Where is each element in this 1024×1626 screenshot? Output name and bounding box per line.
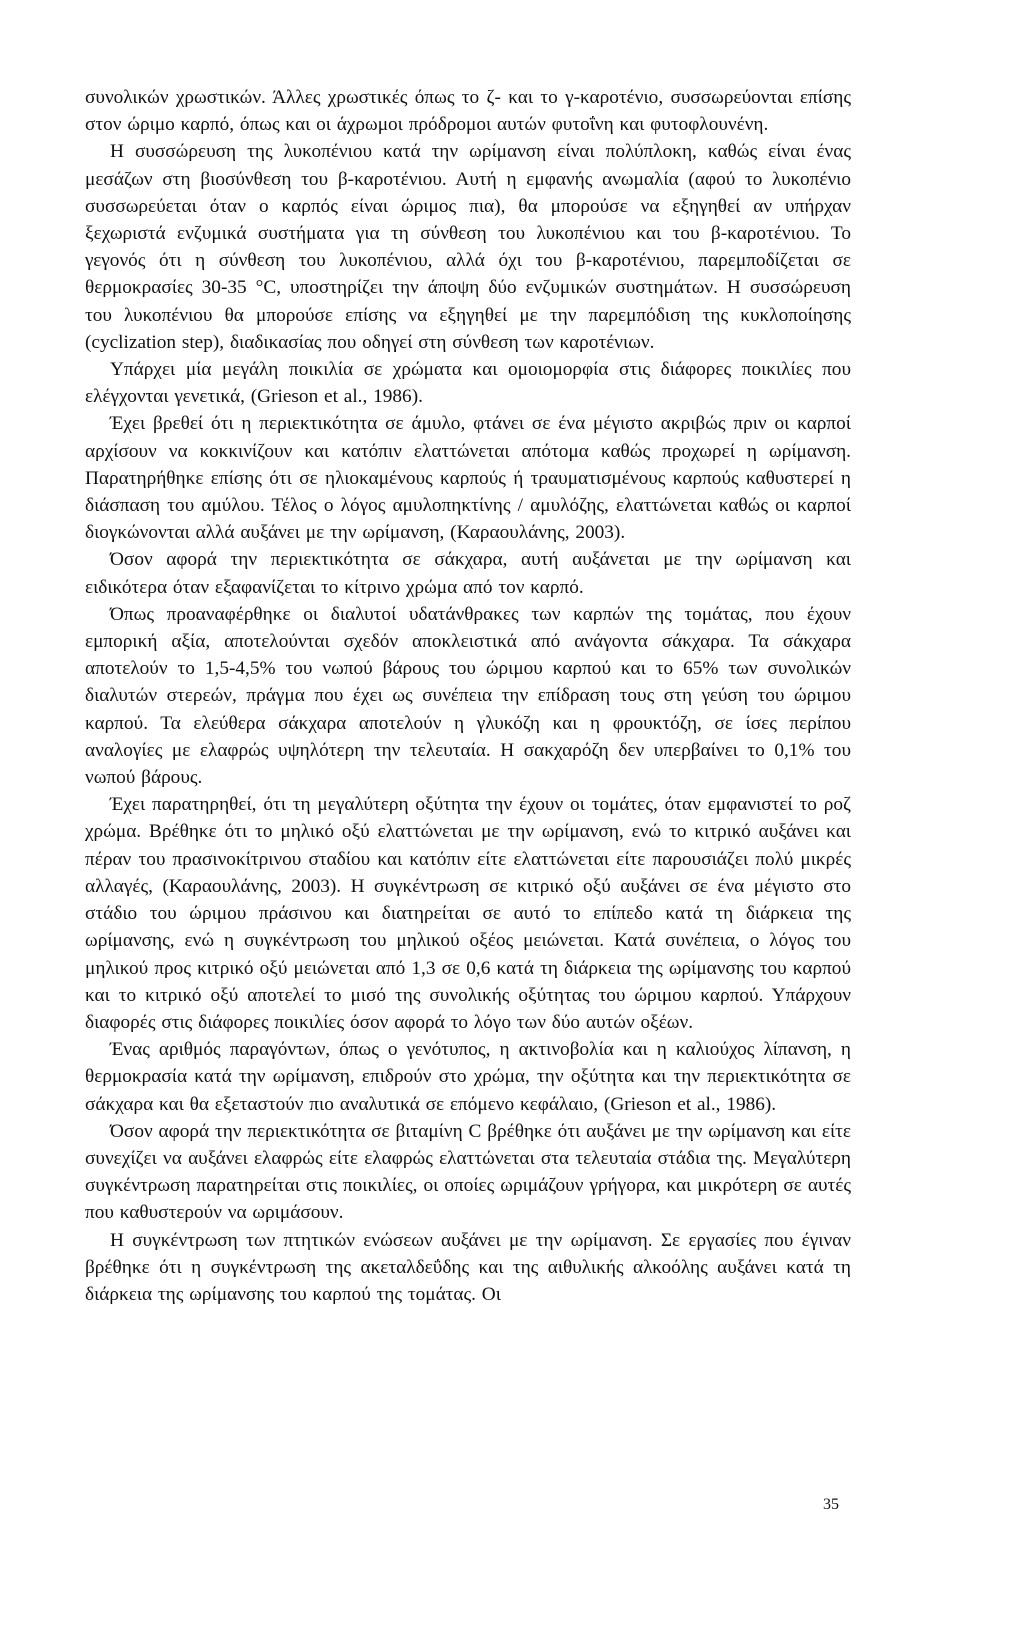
page-body [85,84,851,1308]
paragraph: συνολικών χρωστικών. Άλλες χρωστικές όπως το ζ- και το γ-καροτένιο, συσσωρεύονται επίσης στον ώριμο καρπό, όπως και οι άχρωμοι πρόδρομοι αυτών φυτοΐνη και φυτοφλουνένη. [85,87,851,136]
page-number: 35 [823,1496,839,1513]
paragraph: Όσον αφορά την περιεκτικότητα σε σάκχαρα, αυτή αυξάνεται με την ωρίμανση και ειδικότερα όταν εξαφανίζεται το κίτρινο χρώμα από τον καρπό. [85,549,851,598]
paragraph: Όσον αφορά την περιεκτικότητα σε βιταμίνη C βρέθηκε ότι αυξάνει με την ωρίμανση και είτε συνεχίζει να αυξάνει ελαφρώς είτε ελαφρώς ελαττώνεται στα τελευταία στάδια της. Μεγαλύτερη συγκέντρωση παρατηρείται στις ποικιλίες, οι οποίες ωριμάζουν γρήγορα, και μικρότερη σε αυτές που καθυστερούν να ωριμάσουν. [85,1120,851,1224]
paragraph: Υπάρχει μία μεγάλη ποικιλία σε χρώματα και ομοιομορφία στις διάφορες ποικιλίες που ελέγχονται γενετικά, (Grieson et al., 1986). [85,359,851,408]
paragraph: Η συσσώρευση της λυκοπένιου κατά την ωρίμανση είναι πολύπλοκη, καθώς είναι ένας μεσάζων στη βιοσύνθεση του β-καροτένιου. Αυτή η εμφανής ανωμαλία (αφού το λυκοπένιο συσσωρεύεται όταν ο καρπός είναι ώριμος πια), θα μπορούσε να εξηγηθεί αν υπήρχαν ξεχωριστά ενζυμικά συστήματα για τη σύνθεση του λυκοπένιου και του β-καροτένιου. Το γεγονός ότι η σύνθεση του λυκοπένιου, αλλά όχι του β-καροτένιου, παρεμποδίζεται σε θερμοκρασίες 30-35 °C, υποστηρίζει την άποψη δύο ενζυμικών συστημάτων. Η συσσώρευση του λυκοπένιου θα μπορούσε επίσης να εξηγηθεί με την παρεμπόδιση της κυκλοποίησης (cyclization step), διαδικασίας που οδηγεί στη σύνθεση των καροτένιων. [85,141,851,353]
paragraph: Η συγκέντρωση των πτητικών ενώσεων αυξάνει με την ωρίμανση. Σε εργασίες που έγιναν βρέθηκε ότι η συγκέντρωση της ακεταλδεΰδης και της αιθυλικής αλκοόλης αυξάνει κατά τη διάρκεια της ωρίμανσης του καρπού της τομάτας. Οι [85,1229,851,1305]
paragraph: Έχει βρεθεί ότι η περιεκτικότητα σε άμυλο, φτάνει σε ένα μέγιστο ακριβώς πριν οι καρποί αρχίσουν να κοκκινίζουν και κατόπιν ελαττώνεται απότομα καθώς προχωρεί η ωρίμανση. Παρατηρήθηκε επίσης ότι σε ηλιοκαμένους καρπούς ή τραυματισμένους καρπούς καθυστερεί η διάσπαση του αμύλου. Τέλος ο λόγος αμυλοπηκτίνης / αμυλόζης, ελαττώνεται καθώς οι καρποί διογκώνονται αλλά αυξάνει με την ωρίμανση, (Καραουλάνης, 2003). [85,413,851,544]
paragraph: Ένας αριθμός παραγόντων, όπως ο γενότυπος, η ακτινοβολία και η καλιούχος λίπανση, η θερμοκρασία κατά την ωρίμανση, επιδρούν στο χρώμα, την οξύτητα και την περιεκτικότητα σε σάκχαρα και θα εξεταστούν πιο αναλυτικά σε επόμενο κεφάλαιο, (Grieson et al., 1986). [85,1039,851,1115]
paragraph: Όπως προαναφέρθηκε οι διαλυτοί υδατάνθρακες των καρπών της τομάτας, που έχουν εμπορική αξία, αποτελούνται σχεδόν αποκλειστικά από ανάγοντα σάκχαρα. Τα σάκχαρα αποτελούν το 1,5-4,5% του νωπού βάρους του ώριμου καρπού και το 65% των συνολικών διαλυτών στερεών, πράγμα που έχει ως συνέπεια την επίδραση τους στη γεύση του ώριμου καρπού. Τα ελεύθερα σάκχαρα αποτελούν η γλυκόζη και η φρουκτόζη, σε ίσες περίπου αναλογίες με ελαφρώς υψηλότερη την τελευταία. Η σακχαρόζη δεν υπερβαίνει το 0,1% του νωπού βάρους. [85,603,851,789]
paragraph: Έχει παρατηρηθεί, ότι τη μεγαλύτερη οξύτητα την έχουν οι τομάτες, όταν εμφανιστεί το ροζ χρώμα. Βρέθηκε ότι το μηλικό οξύ ελαττώνεται με την ωρίμανση, ενώ το κιτρικό αυξάνει και πέραν του πρασινοκίτρινου σταδίου και κατόπιν είτε ελαττώνεται είτε παρουσιάζει πολύ μικρές αλλαγές, (Καραουλάνης, 2003). Η συγκέντρωση σε κιτρικό οξύ αυξάνει σε ένα μέγιστο στο στάδιο του ώριμου πράσινου και διατηρείται σε αυτό το επίπεδο κατά τη διάρκεια της ωρίμανσης, ενώ η συγκέντρωση του μηλικού οξέος μειώνεται. Κατά συνέπεια, ο λόγος του μηλικού προς κιτρικό οξύ μειώνεται από 1,3 σε 0,6 κατά τη διάρκεια της ωρίμανσης του καρπού και το κιτρικό οξύ αποτελεί το μισό της συνολικής οξύτητας του ώριμου καρπού. Υπάρχουν διαφορές στις διάφορες ποικιλίες όσον αφορά το λόγο των δύο αυτών οξέων. [85,794,851,1033]
